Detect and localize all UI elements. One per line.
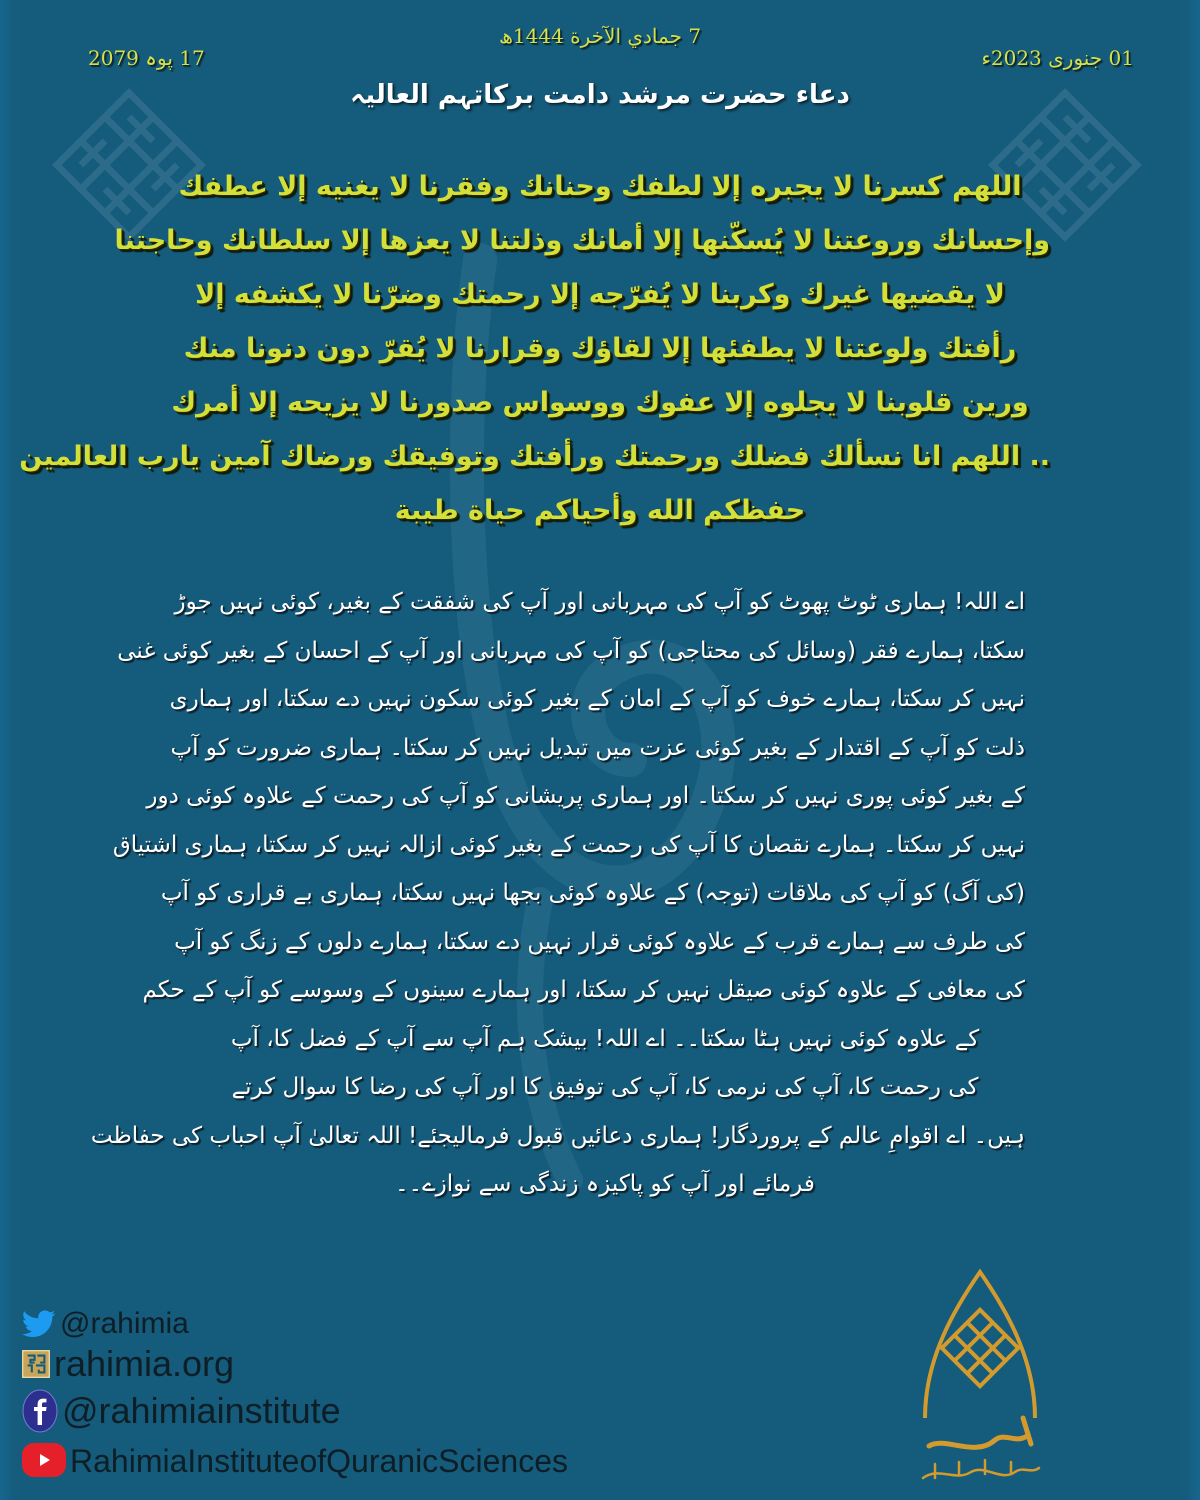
website-link[interactable] xyxy=(22,1342,568,1386)
arabic-dua-closing: حفظكم الله وأحياكم حياة طيبة xyxy=(394,495,806,526)
arabic-dua-line: وإحسانك وروعتنا لا يُسكّنها إلا أمانك وذلتنا لا يعزها إلا سلطانك وحاجتنا xyxy=(114,225,1050,256)
twitter-handle: @rahimia xyxy=(60,1307,189,1340)
urdu-line: ذلت کو آپ کے اقتدار کے بغیر کوئی عزت میں تبدیل نہیں کر سکتا۔ ہماری ضرورت کو آپ xyxy=(170,734,1025,761)
website-icon xyxy=(22,1350,50,1378)
rahimia-logo xyxy=(915,1268,1045,1500)
arabic-dua-line: اللهم كسرنا لا يجبره إلا لطفك وحنانك وفقرنا لا يغنيه إلا عطفك xyxy=(178,171,1022,202)
youtube-icon xyxy=(22,1443,66,1479)
urdu-line: سکتا، ہمارے فقر (وسائل کی محتاجی) کو آپ کی مہربانی اور آپ کے احسان کے بغیر کوئی غنی xyxy=(117,637,1025,664)
urdu-line: کی معافی کے علاوہ کوئی صیقل نہیں کر سکتا، اور ہمارے سینوں کے وسوسے کو آپ کے حکم xyxy=(142,977,1025,1003)
date-hijri: 7 جمادي الآخرة 1444ھ xyxy=(498,24,702,48)
arabic-dua-line: ورين قلوبنا لا يجلوه إلا عفوك ووسواس صدورنا لا يزيحه إلا أمرك xyxy=(171,387,1029,418)
arabic-dua xyxy=(19,160,1050,538)
twitter-link[interactable] xyxy=(22,1306,568,1342)
date-bikrami: 17 پوہ 2079 xyxy=(88,46,205,70)
youtube-channel: RahimiaInstituteofQuranicSciences xyxy=(70,1442,569,1479)
urdu-line: اے اللہ! ہماری ٹوٹ پھوٹ کو آپ کی مہربانی اور آپ کی شفقت کے بغیر، کوئی نہیں جوڑ xyxy=(174,589,1025,615)
urdu-line: کے بغیر کوئی پوری نہیں کر سکتا۔ اور ہماری پریشانی کو آپ کی رحمت کے علاوہ کوئی دور xyxy=(146,783,1025,809)
arabic-dua-line: .. اللهم انا نسألك فضلك ورحمتك ورأفتك وتوفيقك ورضاك آمين يارب العالمين xyxy=(19,441,1050,472)
youtube-link[interactable] xyxy=(22,1436,568,1486)
facebook-handle: @rahimiainstitute xyxy=(62,1390,341,1431)
urdu-line: کے علاوہ کوئی نہیں ہٹا سکتا۔۔ اے اللہ! بیشک ہم آپ سے آپ کے فضل کا، آپ xyxy=(230,1025,980,1052)
urdu-line: فرمائے اور آپ کو پاکیزہ زندگی سے نوازے۔۔ xyxy=(395,1171,815,1197)
website-url: rahimia.org xyxy=(54,1343,235,1384)
urdu-line: (کی آگ) کو آپ کی ملاقات (توجہ) کے علاوہ کوئی بجھا نہیں سکتا، ہماری بے قراری کو آپ xyxy=(160,880,1025,906)
arabic-dua-line: لا يقضيها غيرك وكربنا لا يُفرّجه إلا رحمتك وضرّنا لا يكشفه إلا xyxy=(195,279,1005,310)
facebook-link[interactable] xyxy=(22,1386,568,1436)
urdu-line: ہیں۔ اے اقوامِ عالم کے پروردگار! ہماری دعائیں قبول فرمالیجئے! اللہ تعالیٰ آپ احباب کی حفاظت xyxy=(90,1122,1025,1149)
social-links xyxy=(22,1306,568,1486)
urdu-line: کی رحمت کا، آپ کی نرمی کا، آپ کی توفیق کا اور آپ کی رضا کا سوال کرتے xyxy=(231,1074,979,1100)
facebook-icon xyxy=(22,1389,58,1433)
date-gregorian: 01 جنوری 2023ء xyxy=(981,46,1134,70)
urdu-line: کی طرف سے ہمارے قرب کے علاوہ کوئی قرار نہیں دے سکتا، ہمارے دلوں کے زنگ کو آپ xyxy=(174,928,1025,955)
urdu-line: نہیں کر سکتا، ہمارے خوف کو آپ کے امان کے بغیر کوئی سکون نہیں دے سکتا، اور ہماری xyxy=(169,686,1025,712)
urdu-translation xyxy=(90,578,1025,1209)
arabic-dua-line: رأفتك ولوعتنا لا يطفئها إلا لقاؤك وقرارنا لا يُقرّ دون دنونا منك xyxy=(183,333,1017,364)
twitter-icon xyxy=(22,1310,56,1338)
urdu-line: نہیں کر سکتا۔ ہمارے نقصان کا آپ کی رحمت کے بغیر کوئی ازالہ نہیں کر سکتا، ہماری اشتیاق xyxy=(112,831,1025,858)
page-title: دعاء حضرت مرشد دامت برکاتہم العالیہ xyxy=(350,80,850,110)
